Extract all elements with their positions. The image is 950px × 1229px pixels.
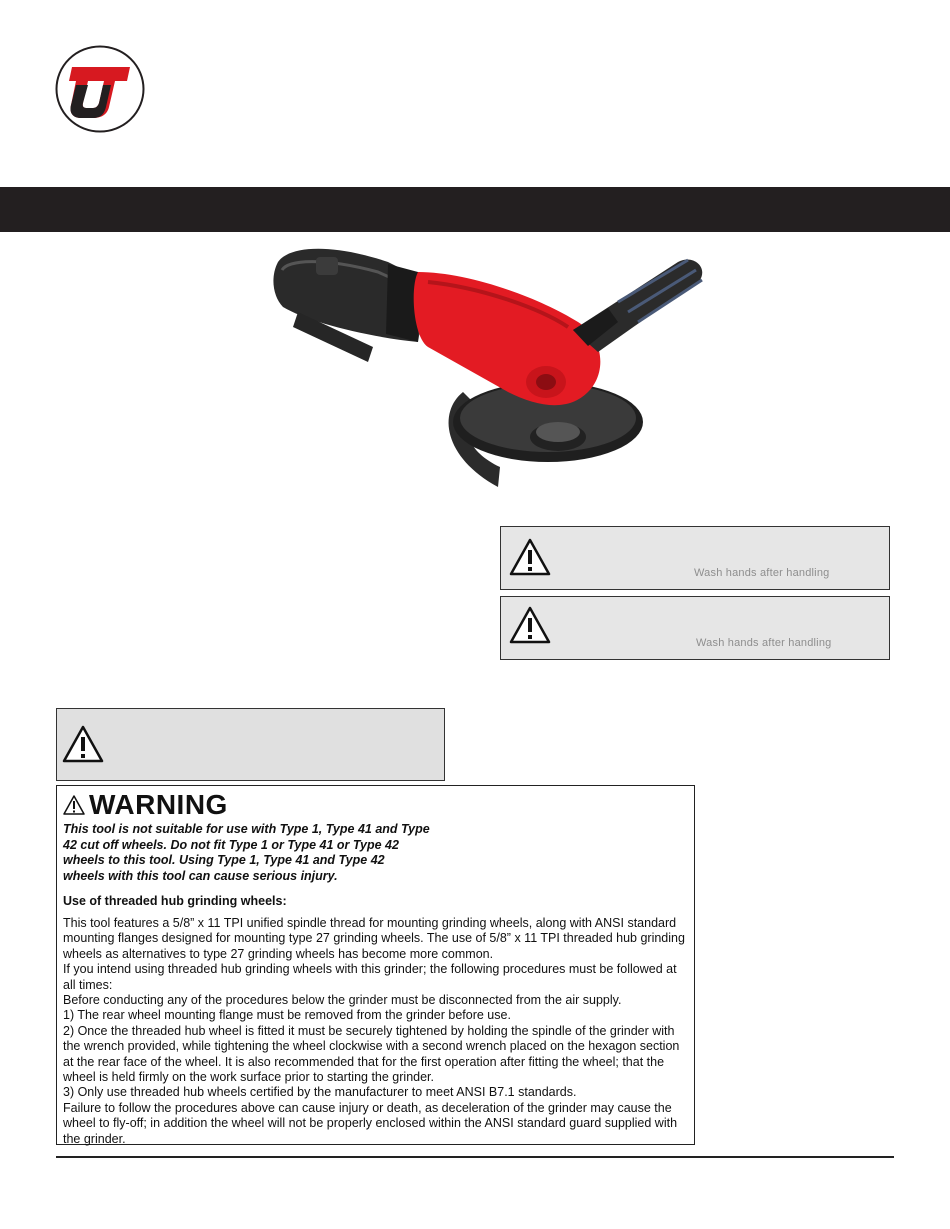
warning-header	[63, 790, 688, 820]
italic-line: This tool is not suitable for use with Type 1, Type 41 and Type	[63, 822, 430, 836]
wash-hands-text: Wash hands after handling	[696, 637, 832, 649]
warning-triangle-icon	[509, 538, 551, 576]
warning-panel	[56, 785, 695, 1145]
warning-box-3	[56, 708, 445, 781]
footer-rule	[56, 1156, 894, 1158]
paragraph: Failure to follow the procedures above can cause injury or death, as deceleration of the grinder may cause the wheel to fly-off; in addition the wheel will not be properly enclosed within the ANSI standard guard supplied with the grinder.	[63, 1100, 678, 1146]
warning-triangle-icon	[62, 725, 104, 763]
wash-hands-text: Wash hands after handling	[694, 567, 830, 579]
warning-box-1	[500, 526, 890, 590]
warning-box-2	[500, 596, 890, 660]
warning-triangle-icon	[63, 795, 85, 815]
angle-grinder-image	[268, 242, 708, 497]
brand-logo	[55, 45, 145, 133]
paragraph: This tool features a 5/8” x 11 TPI unified spindle thread for mounting grinding wheels, along with ANSI standard mounting flanges designed for mounting type 27 grinding wheels. The use of 5/8” x 11 TPI threaded hub grinding wheels as alternatives to type 27 grinding wheels has become more common.	[63, 916, 685, 961]
italic-line: 42 cut off wheels. Do not fit Type 1 or Type 41 or Type 42	[63, 837, 399, 852]
italic-line: wheels with this tool can cause serious injury.	[63, 868, 338, 883]
paragraph: 2) Once the threaded hub wheel is fitted it must be securely tightened by holding the spindle of the grinder with the wrench provided, while tightening the wheel clockwise with a second wrench placed on the hexagon section at the rear face of the wheel. It is also recommended that for the first operation after fitting the wheel; that the wheel is held firmly on the work surface prior to starting the grinder.	[63, 1023, 680, 1085]
paragraph: 3) Only use threaded hub wheels certified by the manufacturer to meet ANSI B7.1 standards.	[63, 1085, 577, 1100]
warning-triangle-icon	[509, 606, 551, 644]
paragraph: Before conducting any of the procedures below the grinder must be disconnected from the air supply.	[63, 993, 622, 1008]
paragraph: If you intend using threaded hub grinding wheels with this grinder; the following procedures must be followed at all times:	[63, 962, 677, 992]
type-wheel-warning	[63, 822, 453, 884]
paragraph: 1) The rear wheel mounting flange must be removed from the grinder before use.	[63, 1008, 511, 1023]
threaded-hub-subheading: Use of threaded hub grinding wheels:	[63, 894, 287, 908]
threaded-hub-instructions	[63, 916, 688, 1147]
header-band	[0, 187, 950, 232]
italic-line: wheels to this tool. Using Type 1, Type 41 and Type 42	[63, 853, 385, 867]
warning-title: WARNING	[89, 789, 228, 820]
